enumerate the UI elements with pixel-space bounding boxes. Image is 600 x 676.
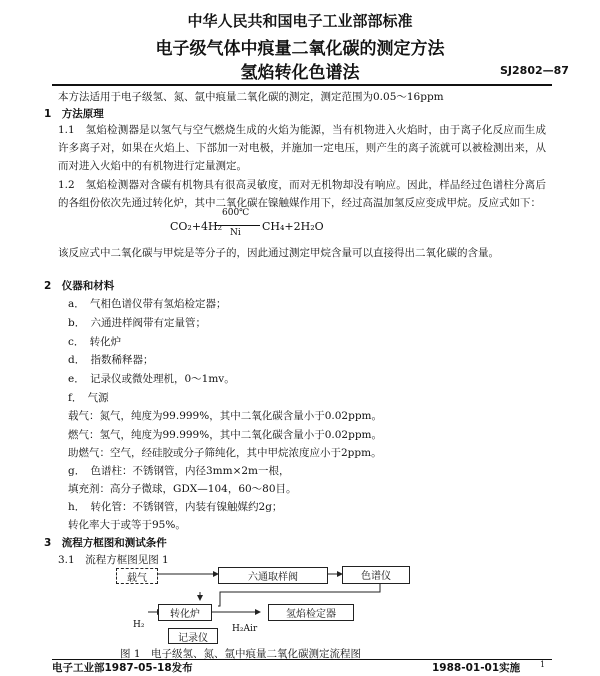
- equation-condition-top: 600℃: [222, 208, 250, 218]
- chromatograph-box: [342, 566, 410, 584]
- detector-label: 氢焰检定器: [286, 609, 336, 620]
- equation-right: CH₄+2H₂O: [262, 220, 324, 233]
- column-packing: 填充剂：高分子微球，GDX—104，60～80目。: [68, 483, 297, 495]
- converter-label: 转化炉: [170, 609, 200, 620]
- equipment-item-h: h． 转化管：不锈钢管，内装有镍触媒约2g；: [68, 501, 283, 513]
- gas-fuel: 燃气：氢气，纯度为99.999%，其中二氧化碳含量小于0.02ppm。: [68, 429, 382, 441]
- section3-heading: 3 流程方框图和测试条件: [44, 537, 167, 549]
- equation-left: CO₂+4H₂: [170, 220, 223, 233]
- detector-box: [268, 604, 354, 621]
- section3-subheading: 3.1 流程方框图见图 1: [58, 554, 169, 566]
- line-chromatograph-to-converter: [218, 582, 380, 606]
- chromatograph-label: 色谱仪: [361, 571, 391, 582]
- equation-condition-bottom: Ni: [230, 228, 241, 238]
- section1-paragraph-3: 该反应式中二氧化碳与甲烷是等分子的，因此通过测定甲烷含量可以直接得出二氧化碳的含量。: [58, 247, 499, 259]
- standard-code: SJ2802—87: [500, 64, 569, 77]
- sampling-valve-label: 六通取样阀: [248, 572, 298, 583]
- equipment-item-e: e． 记录仪或微处理机，0～1mv。: [68, 373, 235, 385]
- section1-paragraph-2: 1.2 氢焰检测器对含碳有机物具有很高灵敏度，而对无机物却没有响应。因此，样品经过色谱柱分离后的各组份依次先通过转化炉，其中二氧化碳在镍触媒作用下，经过高温加氢反应变成甲烷。反应式如下：: [58, 179, 546, 209]
- document-title-line2: 氢焰转化色谱法: [240, 63, 360, 83]
- carrier-gas-label: 载气: [127, 573, 147, 584]
- equipment-item-b: b． 六通进样阀带有定量管；: [68, 317, 206, 329]
- page-number: 1: [540, 660, 546, 669]
- section2-heading: 2 仪器和材料: [44, 280, 115, 292]
- recorder-box: [168, 628, 218, 644]
- section1-paragraph-1: 1.1 氢焰检测器是以氢气与空气燃烧生成的火焰为能源，当有机物进入火焰时，由于离子化反应而生成许多离子对，如果在火焰上、下部加一对电极，并施加一定电压，则产生的离子流就可以被检测出来，从而对进入火焰中的有机物进行定量测定。: [58, 124, 546, 172]
- section1-heading: 1 方法原理: [44, 108, 104, 120]
- issue-date: 电子工业部1987-05-18发布: [52, 662, 193, 674]
- sampling-valve-box: [218, 567, 328, 584]
- h2air-label: H₂Air: [232, 624, 258, 634]
- equipment-item-g: g． 色谱柱：不锈钢管，内径3mm×2m一根，: [68, 465, 290, 477]
- equation-arrow: [216, 225, 260, 226]
- gas-carrier: 载气：氮气，纯度为99.999%，其中二氧化碳含量小于0.02ppm。: [68, 410, 382, 422]
- h2-label: H₂: [133, 620, 145, 630]
- converter-box: [158, 604, 212, 621]
- recorder-label: 记录仪: [178, 633, 208, 644]
- gas-combustion: 助燃气：空气，经硅胶或分子筛纯化，其中甲烷浓度应小于2ppm。: [68, 447, 382, 459]
- equipment-item-c: c． 转化炉: [68, 336, 122, 348]
- document-title-line1: 电子级气体中痕量二氧化碳的测定方法: [155, 39, 445, 59]
- intro-text: 本方法适用于电子级氢、氮、氩中痕量二氧化碳的测定，测定范围为0.05～16ppm: [58, 91, 444, 103]
- equipment-item-a: a． 气相色谱仪带有氢焰检定器；: [68, 298, 227, 310]
- carrier-gas-box: [116, 568, 158, 584]
- implementation-date: 1988-01-01实施: [432, 662, 521, 674]
- equipment-item-f: f． 气源: [68, 392, 109, 404]
- equipment-item-d: d． 指数稀释器；: [68, 354, 154, 366]
- standard-header: 中华人民共和国电子工业部部标准: [187, 12, 413, 30]
- figure-caption: 图 1 电子级氢、氮、氩中痕量二氧化碳测定流程图: [120, 648, 362, 660]
- conversion-rate: 转化率大于或等于95%。: [68, 519, 186, 531]
- header-rule: [52, 84, 552, 86]
